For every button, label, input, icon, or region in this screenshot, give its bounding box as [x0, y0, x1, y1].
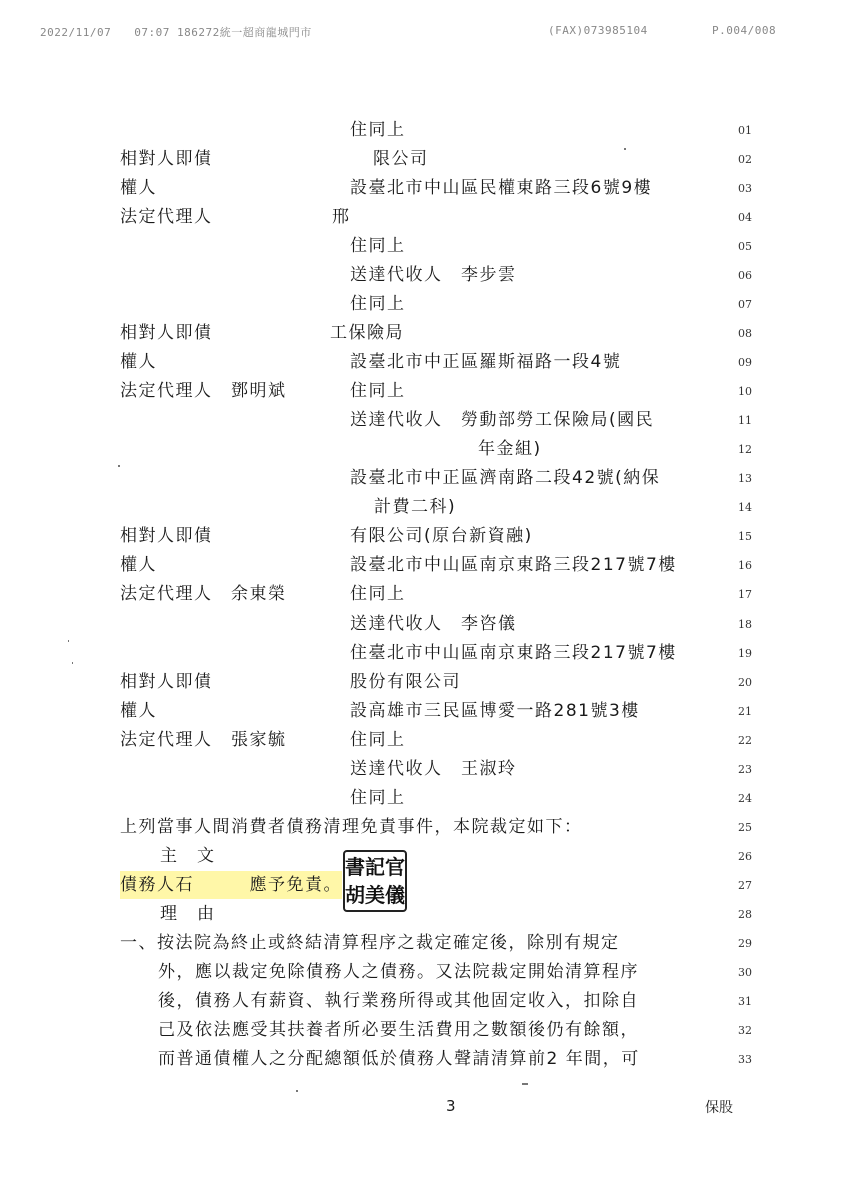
line-number: 28: [738, 908, 752, 921]
text-line-segment: 法定代理人 張家毓: [120, 730, 287, 750]
text-line-segment: 設臺北市中正區濟南路二段42號(納保: [350, 468, 661, 488]
text-line-segment: 住同上: [350, 788, 406, 808]
seal-line: 書記官: [345, 855, 405, 879]
text-line-segment: 限公司: [373, 149, 429, 169]
line-number: 27: [738, 879, 752, 892]
seal-line: 胡美儀: [345, 883, 405, 907]
line-number: 04: [738, 211, 752, 224]
line-number: 23: [738, 763, 752, 776]
line-number: 17: [738, 588, 752, 601]
fax-number: (FAX)073985104: [548, 24, 648, 37]
page-number: 3: [446, 1097, 456, 1115]
line-number: 05: [738, 240, 752, 253]
line-number: 15: [738, 530, 752, 543]
line-number: 29: [738, 937, 752, 950]
text-line-segment: 有限公司(原台新資融): [350, 526, 533, 546]
text-line-segment: 住同上: [350, 584, 406, 604]
fax-datetime: 2022/11/07 07:07 186272統一超商龍城門市: [40, 26, 312, 39]
text-line-segment: 法定代理人 鄧明斌: [120, 381, 287, 401]
text-line-segment: 住臺北市中山區南京東路三段217號7樓: [350, 643, 677, 663]
scan-speck: [72, 662, 73, 664]
line-number: 20: [738, 676, 752, 689]
text-line-segment: 相對人即債: [120, 323, 213, 343]
line-number: 02: [738, 153, 752, 166]
line-number: 32: [738, 1024, 752, 1037]
line-number: 10: [738, 385, 752, 398]
line-number: 31: [738, 995, 752, 1008]
scan-speck: [624, 148, 626, 150]
clerk-seal: [343, 850, 407, 912]
line-number: 07: [738, 298, 752, 311]
text-line-segment: 設臺北市中山區南京東路三段217號7樓: [350, 555, 677, 575]
text-line-segment: 主 文: [160, 846, 216, 866]
line-number: 21: [738, 705, 752, 718]
text-line-segment: 權人: [120, 701, 157, 721]
text-line-segment: 住同上: [350, 294, 406, 314]
text-line-segment: 設高雄市三民區博愛一路281號3樓: [350, 701, 640, 721]
text-line-segment: 相對人即債: [120, 149, 213, 169]
line-number: 14: [738, 501, 752, 514]
line-number: 18: [738, 618, 752, 631]
text-line-segment: 上列當事人間消費者債務清理免責事件，本院裁定如下：: [120, 817, 583, 837]
line-number: 08: [738, 327, 752, 340]
division-label: 保股: [705, 1100, 733, 1116]
line-number: 22: [738, 734, 752, 747]
text-line-segment: 送達代收人 勞動部勞工保險局(國民: [350, 410, 655, 430]
line-number: 12: [738, 443, 752, 456]
text-line-segment: 權人: [120, 178, 157, 198]
text-line-segment: 相對人即債: [120, 672, 213, 692]
scan-speck: [118, 465, 120, 467]
text-line-segment: 設臺北市中山區民權東路三段6號9樓: [350, 178, 653, 198]
line-number: 09: [738, 356, 752, 369]
text-line-segment: 計費二科): [374, 497, 457, 517]
line-number: 03: [738, 182, 752, 195]
text-line-segment: 邢: [332, 207, 351, 227]
text-line-segment: 設臺北市中正區羅斯福路一段4號: [350, 352, 622, 372]
text-line-segment: 一、按法院為終止或終結清算程序之裁定確定後，除別有規定: [120, 933, 620, 953]
scan-speck: [522, 1083, 528, 1085]
text-line-segment: 而普通債權人之分配總額低於債務人聲請清算前2 年間，可: [158, 1049, 640, 1069]
text-line-segment: 送達代收人 王淑玲: [350, 759, 517, 779]
line-number: 06: [738, 269, 752, 282]
text-line-segment: 年金組): [478, 439, 542, 459]
line-number: 26: [738, 850, 752, 863]
line-number: 30: [738, 966, 752, 979]
scan-speck: [68, 640, 69, 642]
line-number: 01: [738, 124, 752, 137]
text-line-segment: 住同上: [350, 120, 406, 140]
text-line-segment: 權人: [120, 555, 157, 575]
line-number: 25: [738, 821, 752, 834]
text-line-segment: 住同上: [350, 236, 406, 256]
text-line-segment: 股份有限公司: [350, 672, 461, 692]
text-line-segment: 送達代收人 李咨儀: [350, 614, 517, 634]
text-line-segment: 後，債務人有薪資、執行業務所得或其他固定收入，扣除自: [158, 991, 639, 1011]
text-line-segment: 法定代理人 余東榮: [120, 584, 287, 604]
text-line-segment: 住同上: [350, 381, 406, 401]
line-number: 16: [738, 559, 752, 572]
text-line-segment: 工保險局: [330, 323, 404, 343]
text-line-segment: 外，應以裁定免除債務人之債務。又法院裁定開始清算程序: [158, 962, 639, 982]
line-number: 19: [738, 647, 752, 660]
text-line-segment: 送達代收人 李步雲: [350, 265, 517, 285]
line-number: 11: [738, 414, 752, 427]
text-line-segment: 住同上: [350, 730, 406, 750]
fax-page-index: P.004/008: [712, 24, 777, 37]
text-line-segment: 權人: [120, 352, 157, 372]
text-line-segment: 法定代理人: [120, 207, 213, 227]
line-number: 24: [738, 792, 752, 805]
line-number: 33: [738, 1053, 752, 1066]
scan-speck: [296, 1090, 298, 1092]
text-line-segment: 債務人石 應予免責。: [120, 871, 342, 899]
line-number: 13: [738, 472, 752, 485]
text-line-segment: 相對人即債: [120, 526, 213, 546]
text-line-segment: 理 由: [160, 904, 216, 924]
text-line-segment: 己及依法應受其扶養者所必要生活費用之數額後仍有餘額，: [158, 1020, 639, 1040]
